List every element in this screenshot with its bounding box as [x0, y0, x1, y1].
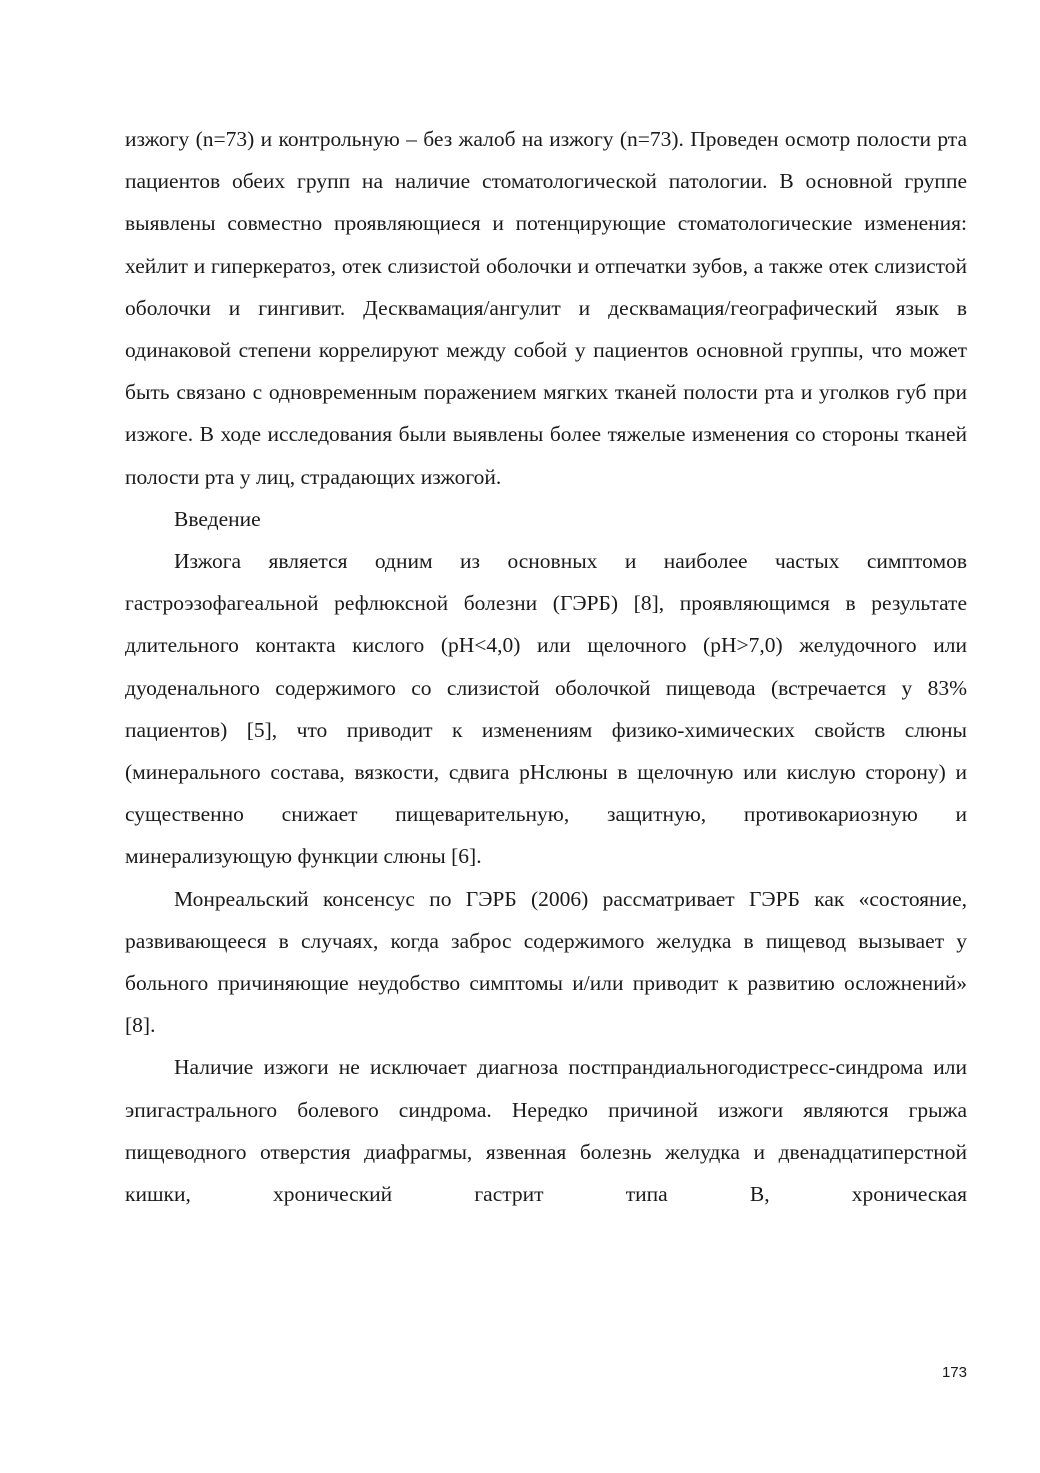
paragraph-heartburn-definition: Изжога является одним из основных и наиболее частых симптомов гастроэзофагеальной рефлюксной болезни (ГЭРБ) [8], проявляющимся в результате длительного контакта кислого (pH<4,0) или щелочного (pH>7,0) желудочного или дуоденального содержимого со слизистой оболочкой пищевода (встречается у 83% пациентов) [5], что приводит к изменениям физико-химических свойств слюны (минерального состава, вязкости, сдвига pHслюны в щелочную или кислую сторону) и существенно снижает пищеварительную, защитную, противокариозную и минерализующую функции слюны [6].: [125, 549, 967, 869]
body-text: [125, 118, 967, 1215]
page-number: 173: [941, 1364, 967, 1381]
paragraph-montreal-consensus: Монреальский консенсус по ГЭРБ (2006) рассматривает ГЭРБ как «состояние, развивающееся в случаях, когда заброс содержимого желудка в пищевод вызывает у больного причиняющие неудобство симптомы и/или приводит к развитию осложнений» [8].: [125, 886, 967, 1038]
section-heading-introduction: Введение: [174, 506, 261, 531]
paragraph-heartburn-causes: Наличие изжоги не исключает диагноза постпрандиальногодистресс-синдрома или эпигастрального болевого синдрома. Нередко причиной изжоги являются грыжа пищеводного отверстия диафрагмы, язвенная болезнь желудка и двенадцатиперстной кишки, хронический гастрит типа В, хроническая: [125, 1055, 967, 1207]
paragraph-abstract-continuation: изжогу (n=73) и контрольную – без жалоб на изжогу (n=73). Проведен осмотр полости рта пациентов обеих групп на наличие стоматологической патологии. В основной группе выявлены совместно проявляющиеся и потенцирующие стоматологические изменения: хейлит и гиперкератоз, отек слизистой оболочки и отпечатки зубов, а также отек слизистой оболочки и гингивит. Десквамация/ангулит и десквамация/географический язык в одинаковой степени коррелируют между собой у пациентов основной группы, что может быть связано с одновременным поражением мягких тканей полости рта и уголков губ при изжоге. В ходе исследования были выявлены более тяжелые изменения со стороны тканей полости рта у лиц, страдающих изжогой.: [125, 127, 967, 489]
